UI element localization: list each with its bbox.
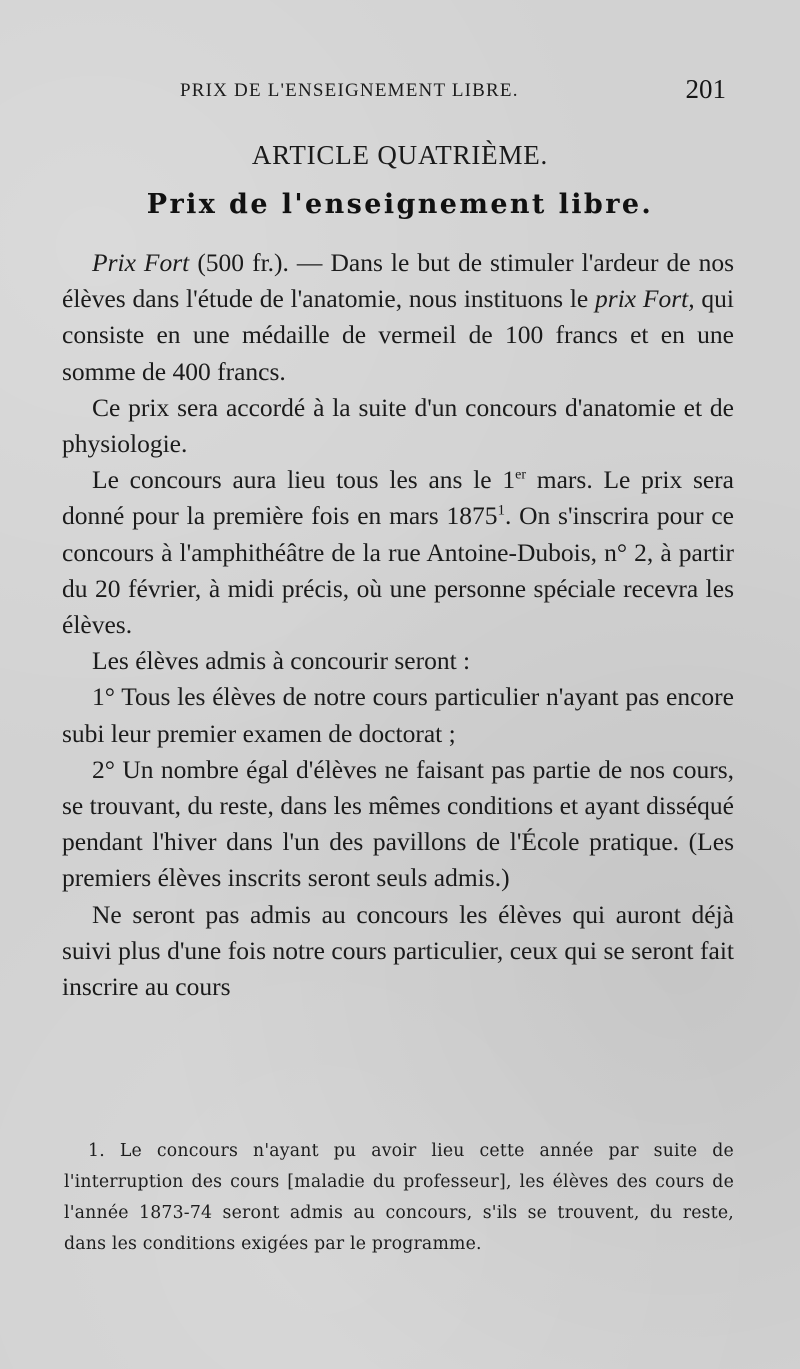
paragraph-concours-subject: Ce prix sera accordé à la suite d'un concours d'anatomie et de physiologie.	[62, 392, 734, 459]
paragraph-admission-intro: Les élèves admis à concourir seront :	[92, 646, 471, 676]
section-title: Prix de l'enseignement libre.	[146, 189, 654, 220]
page-number: 201	[685, 74, 726, 104]
paragraph-condition-1: 1° Tous les élèves de notre cours particulier n'ayant pas encore subi leur premier examen de doctorat ;	[62, 682, 734, 748]
footnotes	[64, 1136, 734, 1260]
paragraph-text: — Dans le but de stimuler l'ardeur de nos élèves dans l'étude de l'anatomie, nous instituons le	[62, 248, 735, 314]
footnote-ref: 1	[497, 502, 505, 519]
superscript: er	[515, 467, 526, 483]
prize-name-inline: prix Fort,	[595, 284, 695, 314]
body-text	[62, 245, 734, 1005]
paragraph-prix-fort	[62, 245, 734, 390]
paragraph-text: . On s'inscrira pour ce concours à l'amphithéâtre de la rue Antoine-Dubois, n° 2, à partir du 20 février, à midi précis, où une personne spéciale recevra les élèves.	[62, 501, 734, 640]
paragraph-exclusions: Ne seront pas admis au concours les élèves qui auront déjà suivi plus d'une fois notre cours particulier, ceux qui se seront fait inscrire au cours	[62, 899, 734, 1002]
paragraph-text: Le concours aura lieu tous les ans le 1	[92, 465, 516, 495]
prize-amount: (500 fr.).	[197, 248, 289, 277]
paragraph-concours-date	[62, 462, 734, 643]
prize-name: Prix Fort	[92, 248, 190, 277]
paragraph-condition-2: 2° Un nombre égal d'élèves ne faisant pas partie de nos cours, se trouvant, du reste, dans les mêmes conditions et ayant disséqué pendant l'hiver dans l'un des pavillons de l'École pratique. (Les premiers élèves inscrits seront seuls admis.)	[62, 754, 734, 893]
article-heading: ARTICLE QUATRIÈME.	[251, 140, 549, 170]
running-title: PRIX DE L'ENSEIGNEMENT LIBRE.	[180, 80, 519, 101]
running-head	[180, 76, 740, 106]
paragraph-text: mars. Le prix sera donné pour la première fois en mars 1875	[62, 465, 734, 531]
footnote-1: 1. Le concours n'ayant pu avoir lieu cette année par suite de l'interruption des cours [maladie du professeur], les élèves des cours de l'année 1873-74 seront admis au concours, s'ils se trouvent, du reste, dans les conditions exigées par le programme.	[64, 1141, 734, 1254]
paragraph-text: qui consiste en une médaille de vermeil de 100 francs et en une somme de 400 francs.	[62, 284, 734, 386]
